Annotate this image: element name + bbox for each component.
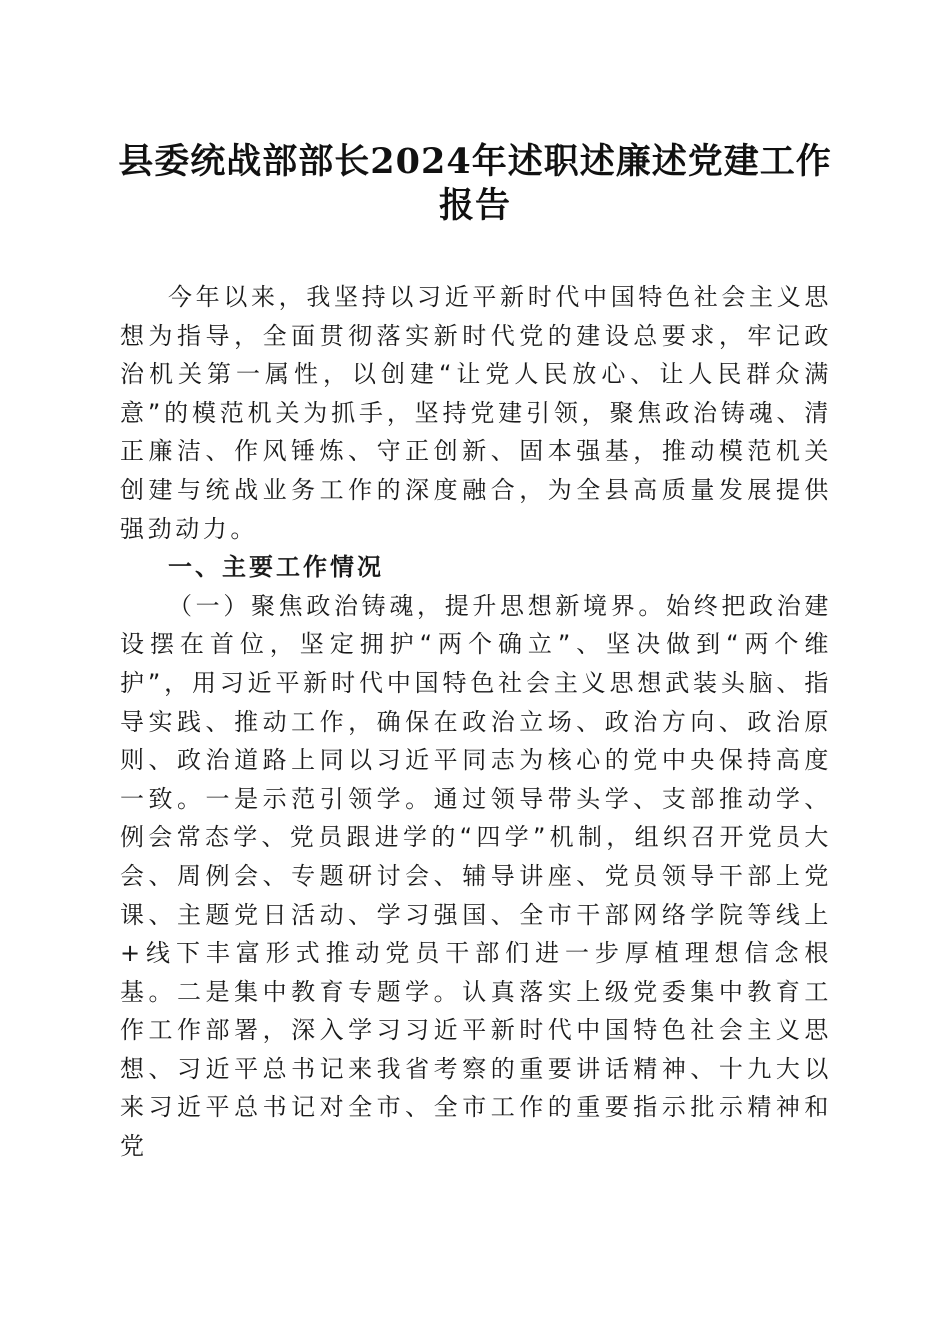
- section-heading: 一、主要工作情况: [168, 553, 384, 582]
- document-body: [120, 278, 832, 1166]
- section-paragraph: （一）聚焦政治铸魂，提升思想新境界。始终把政治建设摆在首位，坚定拥护“两个确立”、坚决做到“两个维护”，用习近平新时代中国特色社会主义思想武装头脑、指导实践、推动工作，确保在政治立场、政治方向、政治原则、政治道路上同以习近平同志为核心的党中央保持高度一致。一是示范引领学。通过领导带头学、支部推动学、例会常态学、党员跟进学的“四学”机制，组织召开党员大会、周例会、专题研讨会、辅导讲座、党员领导干部上党课、主题党日活动、学习强国、全市干部网络学院等线上+线下丰富形式推动党员干部们进一步厚植理想信念根基。二是集中教育专题学。认真落实上级党委集中教育工作工作部署，深入学习习近平新时代中国特色社会主义思想、习近平总书记来我省考察的重要讲话精神、十九大以来习近平总书记对全市、全市工作的重要指示批示精神和党: [120, 591, 832, 1161]
- document-title-line-1: 县委统战部部长2024年述职述廉述党建工作: [118, 141, 832, 182]
- intro-paragraph: 今年以来，我坚持以习近平新时代中国特色社会主义思想为指导，全面贯彻落实新时代党的建设总要求，牢记政治机关第一属性，以创建“让党人民放心、让人民群众满意”的模范机关为抓手，坚持党建引领，聚焦政治铸魂、清正廉洁、作风锤炼、守正创新、固本强基，推动模范机关创建与统战业务工作的深度融合，为全县高质量发展提供强劲动力。: [120, 283, 832, 543]
- document-title-line-2: 报告: [438, 185, 511, 226]
